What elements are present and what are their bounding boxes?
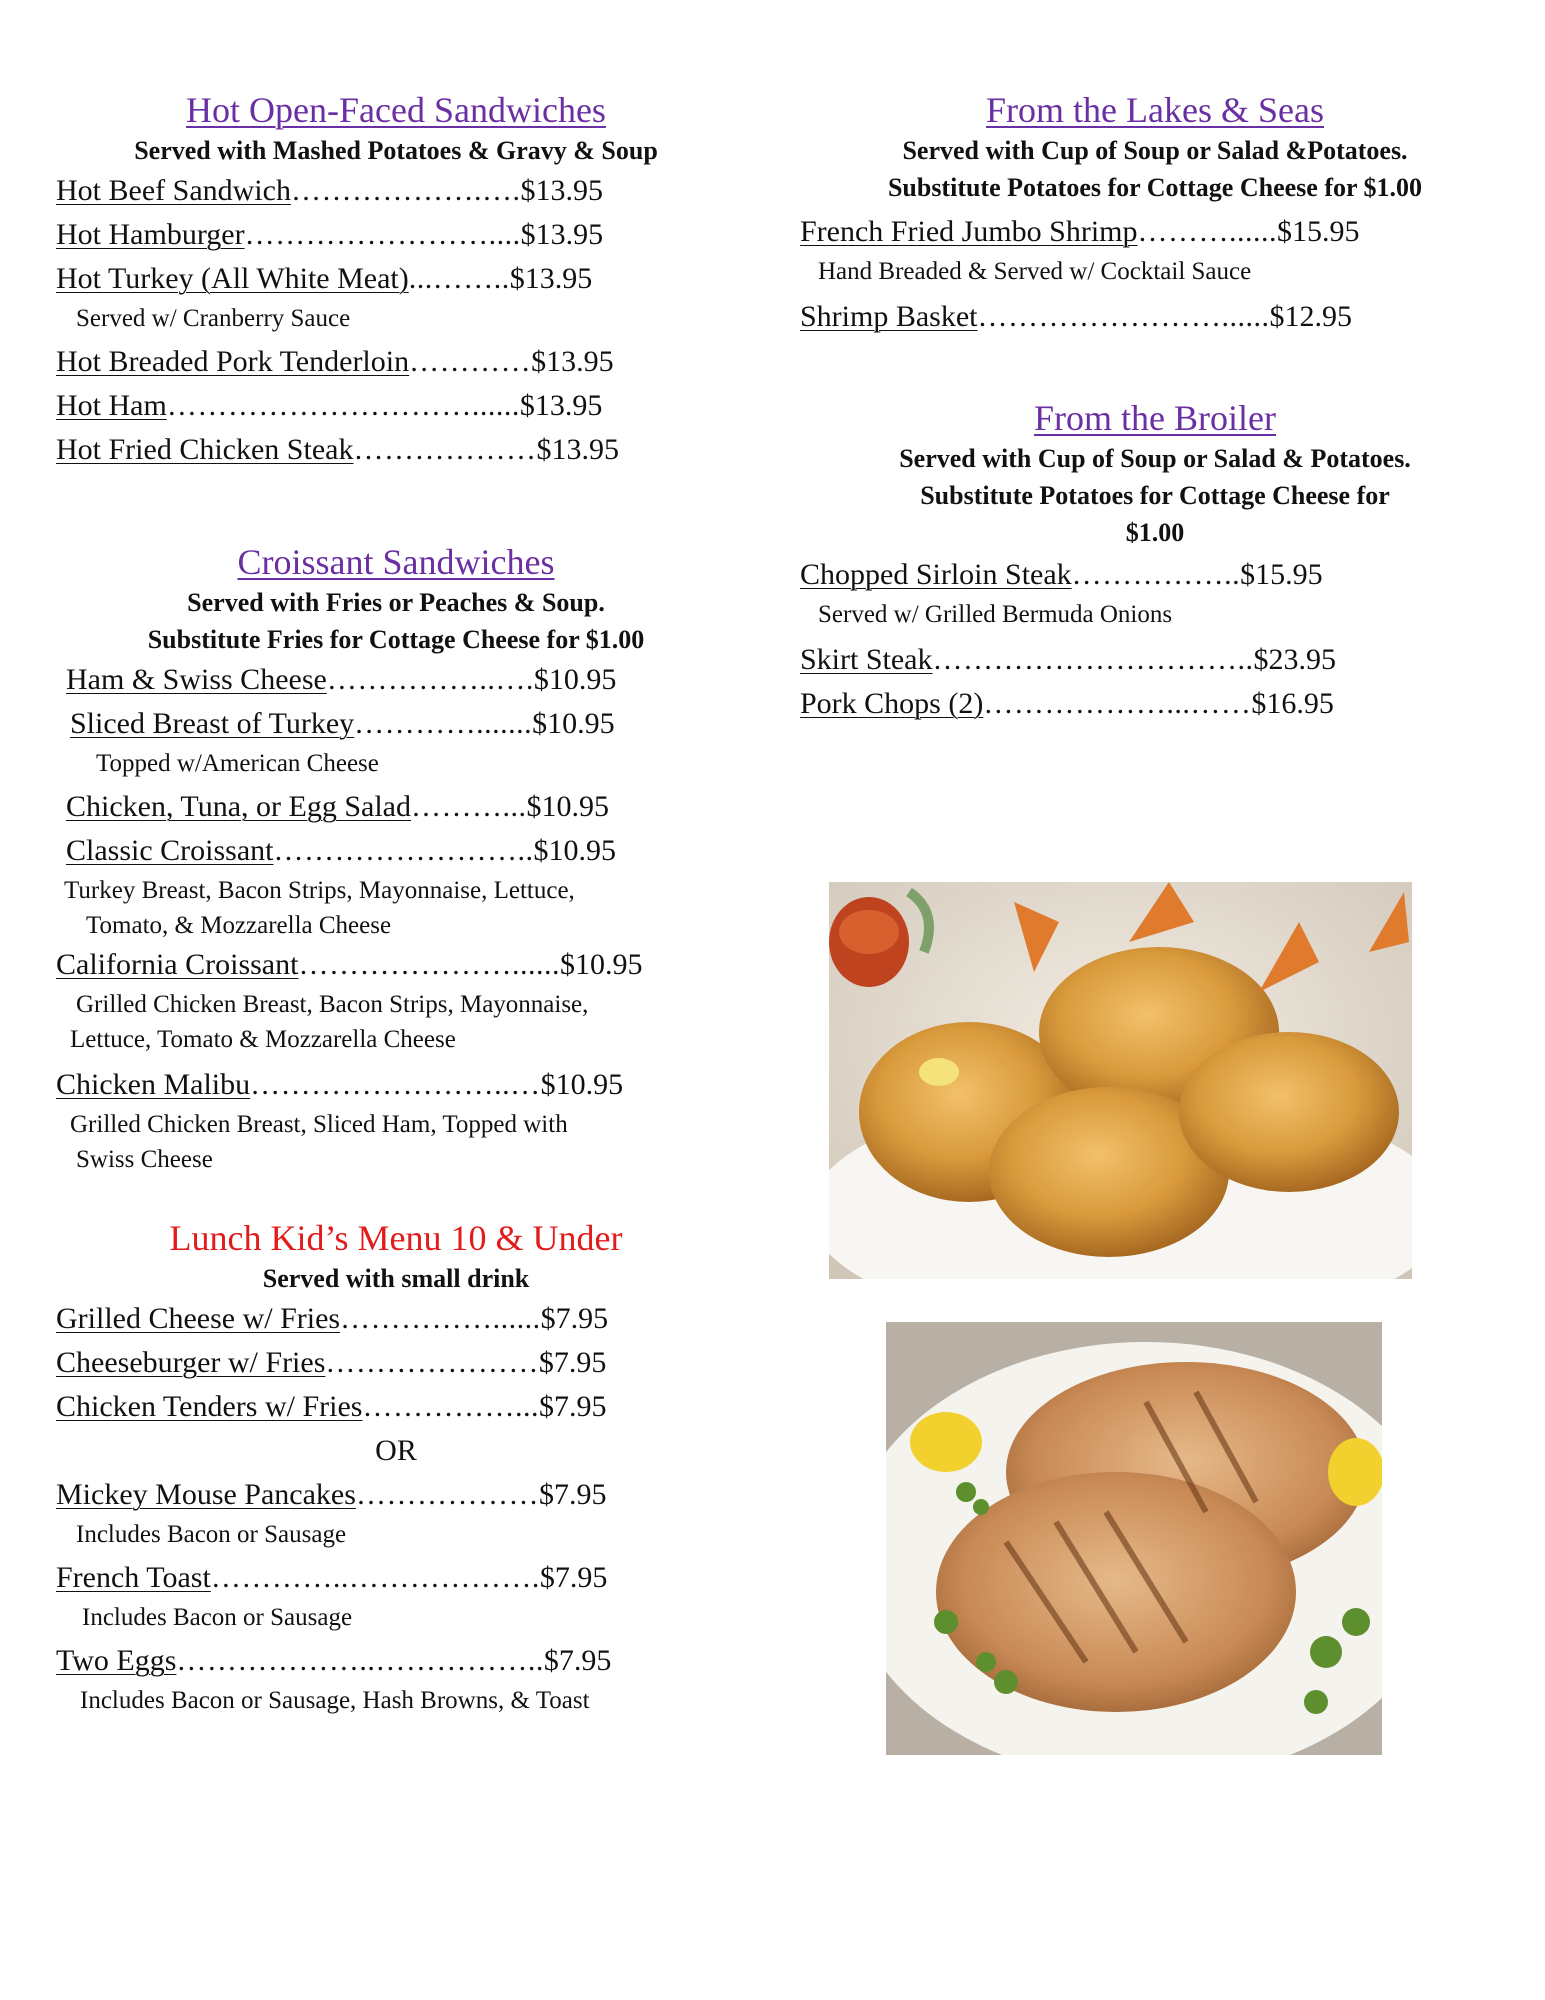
section-subtitle: $1.00: [1125, 518, 1185, 547]
section-title: Lunch Kid’s Menu 10 & Under: [169, 1218, 623, 1258]
section-title: Croissant Sandwiches: [237, 542, 555, 582]
item-name: Pork Chops (2): [800, 687, 984, 720]
menu-item: [56, 169, 736, 213]
item-name: Hot Hamburger: [56, 218, 245, 251]
item-note: Includes Bacon or Sausage: [82, 1604, 353, 1631]
item-name: French Toast: [56, 1561, 211, 1594]
menu-item: [56, 1473, 736, 1517]
menu-item: [56, 1556, 736, 1600]
menu-item: [56, 1341, 736, 1385]
item-dots: ……………………..…: [250, 1068, 541, 1101]
item-dots: …………: [409, 345, 532, 378]
item-name: Skirt Steak: [800, 643, 933, 676]
kids-menu-section: [56, 1216, 736, 1718]
item-price: $13.95: [536, 433, 619, 466]
item-name: Chicken Malibu: [56, 1068, 251, 1101]
section-subtitle: Served with Cup of Soup or Salad &Potatoes.: [902, 136, 1408, 165]
item-name: French Fried Jumbo Shrimp: [800, 215, 1138, 248]
section-title: From the Lakes & Seas: [986, 90, 1324, 130]
item-price: $13.95: [520, 218, 604, 251]
item-price: $13.95: [520, 174, 603, 207]
menu-item: [56, 1297, 736, 1341]
item-name: Chicken Tenders w/ Fries: [56, 1390, 363, 1423]
item-name: Sliced Breast of Turkey: [70, 707, 355, 740]
item-name: Cheeseburger w/ Fries: [56, 1346, 326, 1379]
item-dots: ……………………......: [977, 300, 1270, 333]
item-note: Topped w/American Cheese: [96, 750, 379, 777]
item-price: $7.95: [538, 1478, 607, 1511]
item-name: Grilled Cheese w/ Fries: [56, 1302, 341, 1335]
section-title: Hot Open-Faced Sandwiches: [186, 90, 606, 130]
fried-shrimp-photo: [829, 882, 1412, 1279]
item-price: $7.95: [543, 1644, 612, 1677]
item-note: Includes Bacon or Sausage, Hash Browns, & Toast: [80, 1687, 590, 1714]
croissant-section: [56, 540, 736, 1177]
item-dots: …………………: [325, 1346, 539, 1379]
menu-item: [800, 210, 1480, 254]
item-dots: ………………...……: [983, 687, 1252, 720]
or-separator: OR: [375, 1434, 417, 1467]
item-dots: ………….......: [354, 707, 533, 740]
section-subtitle: Served with Cup of Soup or Salad & Potatoes.: [899, 444, 1411, 473]
menu-item: [66, 785, 736, 829]
menu-item: [800, 638, 1480, 682]
menu-item: [56, 1639, 736, 1683]
section-subtitle: Served with Fries or Peaches & Soup.: [187, 588, 605, 617]
item-price: $10.95: [540, 1068, 624, 1101]
menu-item: [56, 384, 736, 428]
section-subtitle: Substitute Fries for Cottage Cheese for $1.00: [147, 625, 645, 654]
menu-item: [56, 213, 736, 257]
menu-item: [56, 1063, 736, 1107]
item-name: Hot Ham: [56, 389, 167, 422]
item-name: Shrimp Basket: [800, 300, 978, 333]
item-price: $7.95: [538, 1346, 607, 1379]
item-note: Lettuce, Tomato & Mozzarella Cheese: [70, 1026, 456, 1053]
menu-item: [56, 1385, 736, 1429]
item-dots: …………………………..: [932, 643, 1254, 676]
item-note: Served w/ Grilled Bermuda Onions: [818, 601, 1173, 628]
item-dots: ………...: [411, 790, 527, 823]
item-dots: …………..……………….: [210, 1561, 540, 1594]
menu-item: [56, 428, 736, 472]
item-dots: ……………………....: [244, 218, 521, 251]
item-note: Tomato, & Mozzarella Cheese: [86, 912, 392, 939]
item-dots: ……………….….: [290, 174, 521, 207]
menu-item: [800, 553, 1480, 597]
menu-item: [56, 257, 736, 301]
item-name: Hot Beef Sandwich: [56, 174, 291, 207]
menu-item: [800, 682, 1480, 726]
item-price: $16.95: [1251, 687, 1334, 720]
item-dots: …………………………......: [166, 389, 520, 422]
item-name: California Croissant: [56, 948, 299, 981]
item-price: $23.95: [1253, 643, 1336, 676]
menu-item: [800, 295, 1480, 339]
hot-sandwiches-section: [56, 88, 736, 472]
menu-item: [66, 702, 736, 746]
item-price: $13.95: [509, 262, 593, 295]
item-price: $7.95: [540, 1302, 609, 1335]
item-price: $10.95: [533, 663, 617, 696]
item-price: $10.95: [526, 790, 609, 823]
item-note: Grilled Chicken Breast, Bacon Strips, Mayonnaise,: [76, 991, 589, 1018]
item-note: Hand Breaded & Served w/ Cocktail Sauce: [818, 258, 1252, 285]
broiler-section: [800, 396, 1480, 726]
item-name: Chopped Sirloin Steak: [800, 558, 1072, 591]
menu-item: [66, 658, 736, 702]
lakes-seas-section: [800, 88, 1480, 339]
item-dots: …………………......: [298, 948, 560, 981]
item-dots: ………………: [353, 433, 537, 466]
item-name: Hot Fried Chicken Steak: [56, 433, 354, 466]
item-dots: ……………......: [340, 1302, 541, 1335]
section-subtitle: Substitute Potatoes for Cottage Cheese for: [920, 481, 1390, 510]
item-dots: ...……..: [408, 262, 510, 295]
item-name: Ham & Swiss Cheese: [66, 663, 327, 696]
item-price: $7.95: [539, 1561, 608, 1594]
section-title: From the Broiler: [1034, 398, 1276, 438]
item-note: Turkey Breast, Bacon Strips, Mayonnaise, Lettuce,: [64, 877, 575, 904]
item-name: Hot Turkey (All White Meat): [56, 262, 409, 295]
item-price: $10.95: [532, 707, 615, 740]
item-price: $12.95: [1269, 300, 1352, 333]
item-dots: ………………..……………..: [176, 1644, 544, 1677]
menu-item: [56, 340, 736, 384]
item-note: Swiss Cheese: [76, 1146, 213, 1173]
item-price: $13.95: [531, 345, 614, 378]
item-note: Served w/ Cranberry Sauce: [76, 305, 351, 332]
item-note: Includes Bacon or Sausage: [76, 1521, 347, 1548]
section-subtitle: Served with small drink: [262, 1264, 530, 1293]
item-dots: ………………: [355, 1478, 539, 1511]
item-price: $7.95: [538, 1390, 607, 1423]
item-name: Classic Croissant: [66, 834, 274, 867]
menu-item: [56, 943, 736, 987]
item-note: Grilled Chicken Breast, Sliced Ham, Topped with: [70, 1111, 568, 1138]
menu-item: [66, 829, 736, 873]
item-name: Two Eggs: [56, 1644, 177, 1677]
item-price: $10.95: [533, 834, 616, 867]
item-dots: ………......: [1137, 215, 1277, 248]
item-name: Hot Breaded Pork Tenderloin: [56, 345, 410, 378]
item-price: $15.95: [1277, 215, 1360, 248]
item-dots: ……………………..: [273, 834, 534, 867]
item-price: $13.95: [519, 389, 603, 422]
section-subtitle: Served with Mashed Potatoes & Gravy & Soup: [134, 136, 658, 165]
item-price: $10.95: [559, 948, 643, 981]
item-dots: ……………..: [1071, 558, 1241, 591]
grilled-pork-chops-photo: [886, 1322, 1382, 1755]
item-name: Mickey Mouse Pancakes: [56, 1478, 356, 1511]
item-dots: ……………..….: [326, 663, 534, 696]
item-dots: ……………...: [362, 1390, 539, 1423]
item-name: Chicken, Tuna, or Egg Salad: [66, 790, 411, 823]
section-subtitle: Substitute Potatoes for Cottage Cheese for $1.00: [887, 173, 1423, 202]
item-price: $15.95: [1240, 558, 1323, 591]
